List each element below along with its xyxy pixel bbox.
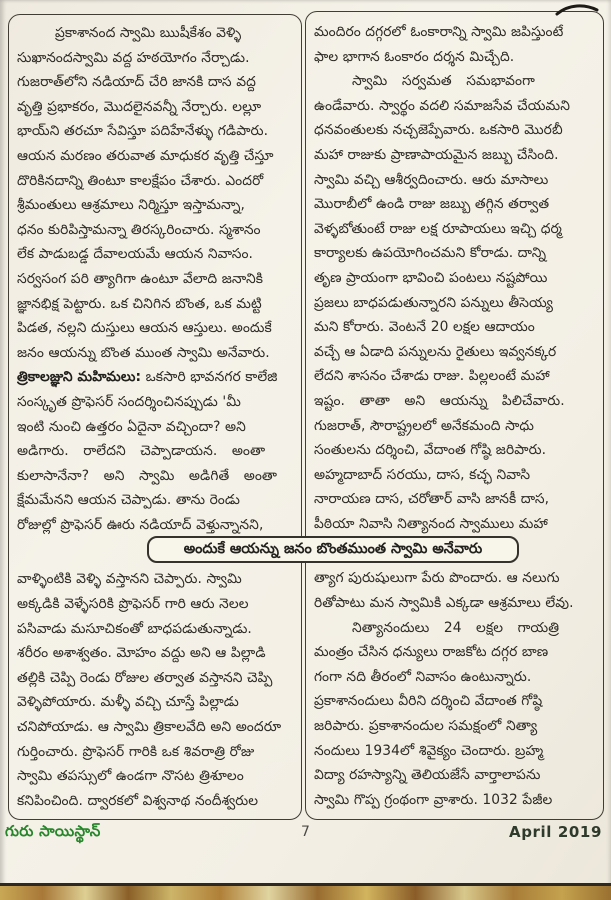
- bottom-photo-strip: [0, 883, 611, 900]
- text-line: నిత్యానందులు 24 లక్షల గాయత్రి: [352, 619, 560, 636]
- text-line: సంతులను దర్శించి, వేదాంత గోష్ఠి జరిపారు.: [314, 442, 547, 459]
- text-line: లేక పాడుబడ్డ దేవాలయమే ఆయన నివాసం.: [17, 246, 254, 263]
- text-line: ప్రకాశానందులు వీరిని దర్శించి వేదాంత గోష్ఠి: [314, 693, 543, 710]
- left-text-column: [8, 14, 302, 820]
- text-line: మంత్రం చేసిన ధన్యులు రాజకోట దగ్గర బాణ: [314, 644, 549, 661]
- right-text-column: [305, 11, 604, 820]
- text-line: వచ్చే ఆ ఏడాది పన్నులను రైతులు ఇవ్వనక్కర: [314, 343, 557, 360]
- text-line: అహ్మదాబాద్ సరయు, దాస, కచ్ఛ నివాసి: [314, 466, 531, 483]
- text-line: స్వామి వచ్చి ఆశీర్వదించారు. ఆరు మాసాలు: [314, 171, 549, 188]
- text-line: వెళ్ళబోతుంటే రాజు లక్ష రూపాయలు ఇచ్చి ధర్మ: [314, 220, 562, 237]
- magazine-name: గురు సాయిస్థాన్: [5, 822, 101, 840]
- scan-artifact-mark: [555, 2, 599, 20]
- text-line: ఆయన మరణం తరువాత మాధుకర వృత్తి చేస్తూ: [17, 147, 274, 164]
- text-line: వాళ్ళింటికి వెళ్ళి వస్తానని చెప్పారు. స్వామి: [17, 571, 242, 588]
- text-line: కులాసానేనా? అని స్వామి అడిగితే అంతా: [17, 467, 278, 484]
- text-line: కనిపించింది. ద్వారకలో విశ్వనాథ నందీశ్వరుల: [17, 792, 259, 809]
- text-line: సర్వసంగ పరి త్యాగిగా ఉంటూ వేలాది జనానికి: [17, 270, 264, 287]
- text-line: ఫాల భాగాన ఓంకారం దర్శన మిచ్చేది.: [314, 48, 515, 65]
- text-line: త్యాగ పురుషులుగా పేరు పొందారు. ఆ నలుగు: [314, 570, 560, 587]
- text-line: పసివాడు మసూచికంతో బాధపడుతున్నాడు.: [17, 620, 252, 637]
- text-line: నందులు 1934లో శివైక్యం చెందారు. బ్రహ్మ: [314, 742, 544, 759]
- text-line: మందిరం దగ్గరలో ఓంకారాన్ని స్వామి జపిస్తుంటే: [314, 24, 564, 40]
- text-line: క్షేమమేనని ఆయన చెప్పాడు. తాను రెండు: [17, 492, 240, 509]
- text-line: స్వామి గొప్ప గ్రంథంగా వ్రాశారు. 1032 పేజీల: [314, 791, 553, 808]
- text-line: సంస్కృత ప్రొఫెసర్ సందర్శించినప్పుడు 'మీ: [17, 393, 241, 410]
- text-line: చనిపోయాడు. ఆ స్వామి త్రికాలవేది అని అందరూ: [17, 719, 282, 736]
- text-line: మొరాబీలో ఉండి రాజు జబ్బు తగ్గిన తర్వాత: [314, 196, 550, 213]
- text-line: గుర్తించారు. ప్రొఫెసర్ గారికి ఒక శివరాత్రి రోజు: [17, 743, 255, 760]
- text-line: విద్యా రహస్యాన్ని తెలియజేసే వార్తాలాపను: [314, 767, 541, 784]
- text-line: ఇంటి నుంచి ఉత్తరం ఏదైనా వచ్చిందా? అని: [17, 418, 246, 435]
- text-line: సుఖానందస్వామి వద్ద హఠయోగం నేర్చాడు.: [17, 49, 250, 66]
- text-line: ధనం కురిపిస్తామన్నా తిరస్కరించారు. స్మశానం: [17, 221, 261, 238]
- text-line: శరీరం అశాశ్వతం. మోహం వద్దు అని ఆ పిల్లాడి: [17, 645, 266, 662]
- text-line: రోజుల్లో ప్రొఫెసర్ ఊరు నడియాద్ వెళ్తున్నానని,: [17, 516, 264, 533]
- issue-date: April 2019: [509, 823, 602, 841]
- text-line: రితోపాటు మన స్వామికి ఎక్కడా ఆశ్రమాలు లేవు.: [314, 595, 574, 612]
- text-line: వృత్తి ప్రభాకరం, మొదలైనవన్నీ నేర్చారు. లల్లూ: [17, 98, 262, 115]
- text-line: భాయ్‌ని తరచూ సేవిస్తూ పదిహేనేళ్ళు గడిపారు.: [17, 123, 269, 140]
- text-line: మని కోరారు. వెంటనే 20 లక్షల ఆదాయం: [314, 319, 535, 336]
- text-line: గుజరాత్, సౌరాష్ట్రలలో అనేకమంది సాధు: [314, 417, 535, 434]
- text-line: అక్కడికి వెళ్ళేసరికి ప్రొఫెసర్ గారి ఆరు నెలల: [17, 596, 249, 613]
- text-line: లేదని శాసనం చేశాడు రాజు. పిల్లలంటే మహా: [314, 368, 550, 385]
- text-line: మహా రాజుకు ప్రాణాపాయమైన జబ్బు చేసింది.: [314, 146, 559, 163]
- text-line: ధనవంతులకు నచ్చజెప్పేవారు. ఒకసారి మొరబీ: [314, 122, 563, 139]
- text-line: తృణ ప్రాయంగా భావించి పంటలు నష్టపోయి: [314, 269, 548, 286]
- text-line: జరిపారు. ప్రకాశానందుల సమక్షంలో నిత్యా: [314, 718, 538, 735]
- text-line: గంగా నది తీరంలో నివాసం ఉంటున్నారు.: [314, 668, 532, 685]
- text-line: ఉండేవారు. స్వార్థం వదలి సమాజసేవ చేయమని: [314, 97, 571, 114]
- text-line: ఇష్టం. తాతా అని ఆయన్ను పిలిచేవారు.: [314, 392, 565, 409]
- text-line: కార్యాలకు ఉపయోగించమని కోరాడు. దాన్ని: [314, 245, 547, 262]
- text-line: దొరికినదాన్ని తింటూ కాలక్షేపం చేశారు. ఎందరో: [17, 172, 264, 189]
- text-line: పీఠియా నివాసి నిత్యానంద స్వాములు మహా: [314, 515, 548, 532]
- text-line: తల్లికి చెప్పి రెండు రోజుల తర్వాత వస్తానని చెప్పి: [17, 669, 273, 686]
- page-footer: [0, 822, 611, 846]
- page-number: 7: [301, 824, 310, 840]
- text-line: గుజరాత్‌లోని నడియాద్ చేరి జానకి దాస వద్ద: [17, 74, 256, 91]
- text-line: జ్ఞానభిక్ష పెట్టారు. ఒక చినిగిన బొంత, ఒక మట్టి: [17, 295, 262, 312]
- text-line: శ్రీమంతులు ఆశ్రమాలు నిర్మిస్తూ ఇస్తామన్నా,: [17, 197, 245, 214]
- text-line: ప్రకాశానంద స్వామి ఋషీకేశం వెళ్ళి: [55, 25, 242, 41]
- text-line: అడిగారు. రాలేదని చెప్పాడాయన. అంతా: [17, 443, 266, 460]
- text-line: ప్రజలు బాధపడుతున్నారని పన్నులు తీసెయ్య: [314, 294, 554, 311]
- text-line: నారాయణ దాస, చరోతార్ వాసి జానకీ దాస,: [314, 491, 550, 508]
- text-line: పిడత, నల్లని దుస్తులు ఆయన ఆస్తులు. అందుకే: [17, 320, 272, 337]
- text-line: స్వామి సర్వమత సమభావంగా: [352, 73, 535, 90]
- text-line: త్రికాలజ్ఞుని మహిమలు: ఒకసారి భావనగర కాలేజి: [17, 369, 278, 386]
- text-line: స్వామి తపస్సులో ఉండగా నొసట త్రిశూలం: [17, 768, 244, 785]
- pull-quote-box: అందుకే ఆయన్ను జనం బొంతముంత స్వామి అనేవారు: [147, 536, 519, 563]
- text-line: వెళ్ళిపోయారు. మళ్ళీ వచ్చి చూస్తే పిల్లాడు: [17, 694, 239, 711]
- text-line: జనం ఆయన్ను బొంత ముంత స్వామి అనేవారు.: [17, 344, 270, 361]
